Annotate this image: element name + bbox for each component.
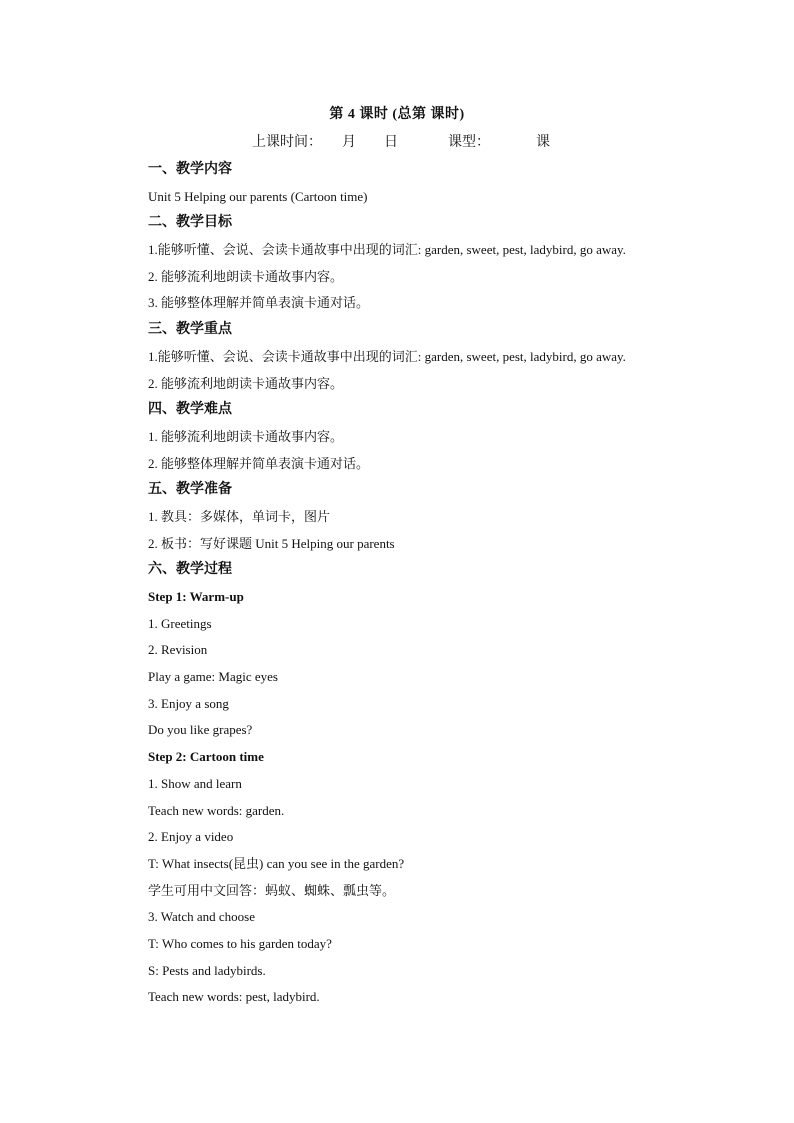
body-line: 2. 能够流利地朗读卡通故事内容。 [148,375,344,391]
lesson-meta [252,131,550,151]
body-line: 1.能够听懂、会说、会读卡通故事中出现的词汇: garden, sweet, pest, ladybird, go away. [148,348,626,364]
body-line: Do you like grapes? [148,722,253,738]
day-label: 日 [384,135,398,150]
body-line: 3. 能够整体理解并简单表演卡通对话。 [148,295,370,311]
section-heading: 一、教学内容 [148,162,232,177]
section-heading: 三、教学重点 [148,322,232,338]
body-line: 2. Revision [148,642,208,658]
body-line: T: Who comes to his garden today? [148,935,332,951]
body-line: 2. 能够整体理解并简单表演卡通对话。 [148,455,370,471]
section-heading: 六、教学过程 [148,562,232,578]
step-heading: Step 2: Cartoon time [148,749,264,765]
body-line: 2. 能够流利地朗读卡通故事内容。 [148,268,344,284]
body-line: Teach new words: garden. [148,802,285,818]
body-line: 1. 能够流利地朗读卡通故事内容。 [148,428,344,444]
body-line: S: Pests and ladybirds. [148,962,266,978]
step-heading: Step 1: Warm-up [148,589,244,604]
lesson-body [148,157,708,1011]
body-line: T: What insects(昆虫) can you see in the garden? [148,855,405,871]
time-label: 上课时间： [252,135,322,150]
body-line: 学生可用中文回答：蚂蚁、蜘蛛、瓢虫等。 [148,882,396,898]
body-line: 3. Watch and choose [148,909,256,925]
body-line: Teach new words: pest, ladybird. [148,989,320,1005]
lesson-title: 第 4 课时 (总第 课时) [329,107,465,122]
body-line: 1.能够听懂、会说、会读卡通故事中出现的词汇: garden, sweet, pest, ladybird, go away. [148,242,626,258]
body-line: 2. Enjoy a video [148,829,234,845]
body-line: Unit 5 Helping our parents (Cartoon time) [148,188,368,204]
body-line: 2. 板书：写好课题 Unit 5 Helping our parents [148,535,395,551]
body-line: 1. Show and learn [148,775,242,791]
section-heading: 五、教学准备 [148,482,232,498]
type-label: 课型： [448,135,490,150]
body-line: 1. Greetings [148,615,212,631]
section-heading: 四、教学难点 [148,402,232,418]
month-label: 月 [342,135,356,150]
section-heading: 二、教学目标 [148,215,232,231]
body-line: 1. 教具：多媒体，单词卡，图片 [148,508,331,524]
body-line: Play a game: Magic eyes [148,669,278,685]
type-value: 课 [536,135,550,150]
body-line: 3. Enjoy a song [148,695,229,711]
